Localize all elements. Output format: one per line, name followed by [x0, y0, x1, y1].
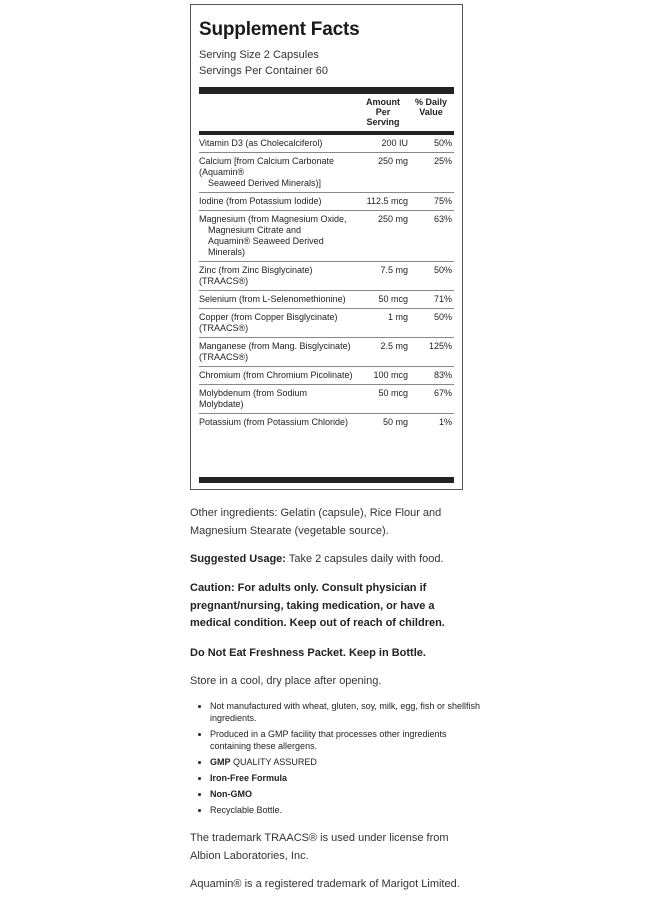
- header-daily-value: % Daily Value: [414, 97, 447, 117]
- feature-item: [210, 756, 480, 768]
- suggested-usage: [190, 551, 470, 569]
- divider-thick: [199, 87, 454, 94]
- feature-item: [210, 804, 480, 816]
- nutrient-row: [199, 309, 454, 338]
- nutrient-row: [199, 367, 454, 385]
- nutrient-name: [199, 138, 358, 149]
- nutrient-row: [199, 291, 454, 309]
- nutrient-daily-value: 50%: [433, 265, 452, 275]
- feature-item: [210, 772, 480, 784]
- feature-item: [210, 728, 480, 752]
- aquamin-notice: Aquamin® is a registered trademark of Marigot Limited.: [190, 878, 460, 890]
- nutrient-amount: 250 mg: [377, 156, 408, 166]
- freshness-notice: Do Not Eat Freshness Packet. Keep in Bottle.: [190, 647, 426, 659]
- nutrient-daily-value: 50%: [433, 312, 452, 322]
- nutrient-row: [199, 338, 454, 367]
- facts-header-row: [199, 94, 454, 131]
- nutrient-name-text: Potassium (from Potassium Chloride): [199, 417, 349, 427]
- feature-item-bold: Iron-Free Formula: [210, 773, 288, 783]
- nutrient-name: [199, 341, 358, 363]
- nutrient-row: [199, 153, 454, 193]
- nutrient-daily-value: 1%: [438, 417, 452, 427]
- nutrient-name-text: Calcium [from Calcium Carbonate (Aquamin®: [199, 156, 335, 177]
- nutrient-name-continuation: Minerals): [208, 247, 246, 257]
- nutrient-name: [199, 214, 358, 258]
- nutrient-daily-value: 71%: [433, 294, 452, 304]
- nutrient-row: [199, 211, 454, 262]
- serving-size: Serving Size 2 Capsules: [199, 49, 319, 61]
- nutrient-daily-value: 125%: [428, 341, 452, 351]
- nutrient-name-text: Zinc (from Zinc Bisglycinate) (TRAACS®): [199, 265, 313, 286]
- nutrient-row: [199, 385, 454, 414]
- nutrient-amount: 50 mg: [382, 417, 408, 427]
- feature-list: [196, 700, 480, 820]
- nutrient-amount: 2.5 mg: [380, 341, 408, 351]
- nutrient-name: [199, 417, 358, 428]
- feature-item-text: Not manufactured with wheat, gluten, soy, milk, egg, fish or shellfish ingredients.: [210, 701, 480, 723]
- nutrient-name: [199, 265, 358, 287]
- other-ingredients: Other ingredients: Gelatin (capsule), Rice Flour and Magnesium Stearate (vegetable source).: [190, 507, 442, 537]
- nutrient-daily-value: 63%: [433, 214, 452, 224]
- feature-item-text: Recyclable Bottle.: [210, 805, 283, 815]
- nutrient-amount: 7.5 mg: [380, 265, 408, 275]
- feature-item-text: Produced in a GMP facility that processes other ingredients containing these allergens.: [210, 729, 447, 751]
- feature-item-bold: GMP: [210, 757, 231, 767]
- facts-rows: [199, 135, 454, 431]
- nutrient-name: [199, 294, 358, 305]
- nutrient-name: [199, 156, 358, 189]
- feature-item: [210, 700, 480, 724]
- header-amount: Amount Per Serving: [366, 97, 400, 127]
- nutrient-name: [199, 312, 358, 334]
- facts-title: Supplement Facts: [199, 19, 360, 40]
- nutrient-amount: 100 mcg: [373, 370, 408, 380]
- nutrient-name-text: Vitamin D3 (as Cholecalciferol): [199, 138, 323, 148]
- nutrient-amount: 112.5 mcg: [366, 196, 408, 206]
- nutrient-name-text: Molybdenum (from Sodium Molybdate): [199, 388, 308, 409]
- nutrient-amount: 50 mcg: [378, 294, 408, 304]
- nutrient-name-text: Manganese (from Mang. Bisglycinate) (TRAACS®): [199, 341, 351, 362]
- nutrient-row: [199, 262, 454, 291]
- nutrient-name-text: Selenium (from L-Selenomethionine): [199, 294, 346, 304]
- nutrient-name-text: Iodine (from Potassium Iodide): [199, 196, 322, 206]
- nutrient-name-text: Magnesium (from Magnesium Oxide,: [199, 214, 347, 224]
- nutrient-name-continuation: Seaweed Derived Minerals)]: [208, 178, 322, 188]
- divider-bottom: [199, 477, 454, 483]
- nutrient-amount: 1 mg: [387, 312, 408, 322]
- traacs-notice: The trademark TRAACS® is used under license from Albion Laboratories, Inc.: [190, 832, 449, 862]
- nutrient-name-text: Chromium (from Chromium Picolinate): [199, 370, 353, 380]
- nutrient-name: [199, 370, 358, 381]
- suggested-usage-text: Take 2 capsules daily with food.: [285, 553, 444, 565]
- nutrient-row: [199, 193, 454, 211]
- servings-per-container: Servings Per Container 60: [199, 65, 329, 77]
- nutrient-amount: 50 mcg: [378, 388, 408, 398]
- nutrient-amount: 200 IU: [381, 138, 408, 148]
- feature-item-text: QUALITY ASSURED: [230, 757, 317, 767]
- nutrient-name-continuation: Magnesium Citrate and: [208, 225, 302, 235]
- nutrient-daily-value: 67%: [433, 388, 452, 398]
- nutrient-row: [199, 135, 454, 153]
- nutrient-name: [199, 388, 358, 410]
- feature-item: [210, 788, 480, 800]
- nutrient-daily-value: 75%: [433, 196, 452, 206]
- nutrient-name: [199, 196, 358, 207]
- storage-notice: Store in a cool, dry place after opening.: [190, 675, 382, 687]
- nutrient-name-continuation: Aquamin® Seaweed Derived: [208, 236, 324, 246]
- feature-item-bold: Non-GMO: [210, 789, 252, 799]
- nutrient-daily-value: 25%: [433, 156, 452, 166]
- supplement-facts-panel: [190, 4, 463, 490]
- nutrient-amount: 250 mg: [377, 214, 408, 224]
- nutrient-daily-value: 83%: [433, 370, 452, 380]
- suggested-usage-label: Suggested Usage:: [190, 553, 286, 565]
- nutrient-name-text: Copper (from Copper Bisglycinate) (TRAACS®): [199, 312, 338, 333]
- nutrient-daily-value: 50%: [433, 138, 452, 148]
- caution-notice: Caution: For adults only. Consult physician if pregnant/nursing, taking medication, or have a medical condition. Keep out of reach of children.: [190, 582, 445, 629]
- nutrient-row: [199, 414, 454, 431]
